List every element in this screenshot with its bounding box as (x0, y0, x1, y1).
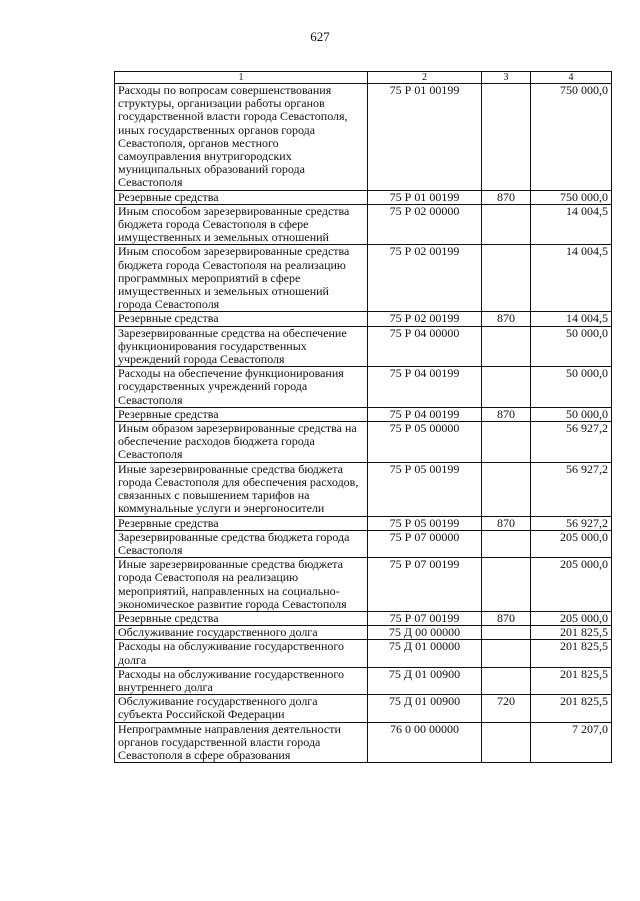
row-code: 75 Р 07 00000 (368, 530, 482, 557)
row-code: 75 Р 05 00000 (368, 422, 482, 463)
column-header-name: 1 (115, 72, 368, 84)
table-row (115, 667, 612, 694)
row-amount: 14 004,5 (531, 245, 612, 312)
row-code: 75 Р 04 00199 (368, 407, 482, 421)
row-type (482, 462, 531, 516)
row-amount: 201 825,5 (531, 626, 612, 640)
row-amount: 56 927,2 (531, 516, 612, 530)
row-code: 75 Р 04 00000 (368, 326, 482, 367)
row-name: Обслуживание государственного долга субъекта Российской Федерации (115, 695, 368, 722)
row-amount: 7 207,0 (531, 722, 612, 763)
row-type: 870 (482, 312, 531, 326)
row-code: 75 Р 01 00199 (368, 190, 482, 204)
row-name: Расходы по вопросам совершенствования структуры, организации работы органов государственной власти города Севастополя, иных государственных органов города Севастополя, органов местного самоуправления внутригородских муниципальных образований города Севастополя (115, 84, 368, 191)
row-name: Резервные средства (115, 312, 368, 326)
row-name: Иные зарезервированные средства бюджета города Севастополя на реализацию мероприятий, направленных на социально-экономическое развитие города Севастополя (115, 558, 368, 612)
row-code: 75 Р 04 00199 (368, 367, 482, 408)
row-name: Расходы на обслуживание государственного внутреннего долга (115, 667, 368, 694)
page-number: 627 (310, 29, 330, 44)
row-name: Резервные средства (115, 407, 368, 421)
column-header-type: 3 (482, 72, 531, 84)
row-name: Иным способом зарезервированные средства бюджета города Севастополя на реализацию программных мероприятий в сфере имущественных и земельных отношений города Севастополя (115, 245, 368, 312)
row-name: Расходы на обеспечение функционирования государственных учреждений города Севастополя (115, 367, 368, 408)
row-amount: 56 927,2 (531, 422, 612, 463)
table-row (115, 245, 612, 312)
row-code: 75 Р 05 00199 (368, 462, 482, 516)
row-type (482, 530, 531, 557)
row-type (482, 204, 531, 245)
row-type: 870 (482, 516, 531, 530)
row-code: 75 Д 01 00000 (368, 640, 482, 667)
row-type: 870 (482, 611, 531, 625)
row-name: Зарезервированные средства бюджета города Севастополя (115, 530, 368, 557)
row-amount: 750 000,0 (531, 84, 612, 191)
table-row (115, 722, 612, 763)
column-header-code: 2 (368, 72, 482, 84)
row-code: 75 Р 02 00199 (368, 245, 482, 312)
table-row (115, 84, 612, 191)
table-row (115, 422, 612, 463)
row-name: Зарезервированные средства на обеспечение функционирования государственных учреждений города Севастополя (115, 326, 368, 367)
table-row (115, 640, 612, 667)
table-row (115, 611, 612, 625)
row-code: 75 Д 00 00000 (368, 626, 482, 640)
row-name: Иным способом зарезервированные средства бюджета города Севастополя в сфере имущественных и земельных отношений (115, 204, 368, 245)
row-code: 75 Д 01 00900 (368, 695, 482, 722)
table-header-row (115, 72, 612, 84)
row-name: Иным образом зарезервированные средства на обеспечение расходов бюджета города Севастополя (115, 422, 368, 463)
row-name: Резервные средства (115, 516, 368, 530)
row-amount: 201 825,5 (531, 695, 612, 722)
table-row (115, 407, 612, 421)
row-type (482, 722, 531, 763)
row-type: 870 (482, 190, 531, 204)
row-code: 75 Р 05 00199 (368, 516, 482, 530)
row-amount: 205 000,0 (531, 558, 612, 612)
row-amount: 750 000,0 (531, 190, 612, 204)
row-type (482, 84, 531, 191)
row-type (482, 558, 531, 612)
row-name: Непрограммные направления деятельности органов государственной власти города Севастополя в сфере образования (115, 722, 368, 763)
table-row (115, 190, 612, 204)
row-type (482, 245, 531, 312)
row-code: 75 Р 01 00199 (368, 84, 482, 191)
row-code: 75 Р 07 00199 (368, 558, 482, 612)
row-type (482, 367, 531, 408)
row-amount: 50 000,0 (531, 407, 612, 421)
row-amount: 14 004,5 (531, 204, 612, 245)
row-code: 75 Р 02 00000 (368, 204, 482, 245)
row-amount: 50 000,0 (531, 326, 612, 367)
table-row (115, 558, 612, 612)
table-row (115, 326, 612, 367)
row-type (482, 626, 531, 640)
row-type (482, 667, 531, 694)
table-row (115, 462, 612, 516)
row-type: 720 (482, 695, 531, 722)
row-amount: 205 000,0 (531, 530, 612, 557)
row-name: Иные зарезервированные средства бюджета города Севастополя для обеспечения расходов, связанных с повышением тарифов на коммунальные услуги и энергоносители (115, 462, 368, 516)
table-row (115, 530, 612, 557)
table-row (115, 695, 612, 722)
column-header-amount: 4 (531, 72, 612, 84)
row-amount: 56 927,2 (531, 462, 612, 516)
row-code: 75 Д 01 00900 (368, 667, 482, 694)
row-type (482, 422, 531, 463)
row-type (482, 640, 531, 667)
table-row (115, 626, 612, 640)
row-amount: 201 825,5 (531, 667, 612, 694)
row-amount: 201 825,5 (531, 640, 612, 667)
row-name: Резервные средства (115, 611, 368, 625)
table-row (115, 367, 612, 408)
row-code: 75 Р 07 00199 (368, 611, 482, 625)
table-row (115, 516, 612, 530)
row-name: Резервные средства (115, 190, 368, 204)
row-code: 76 0 00 00000 (368, 722, 482, 763)
row-amount: 205 000,0 (531, 611, 612, 625)
row-code: 75 Р 02 00199 (368, 312, 482, 326)
table-row (115, 312, 612, 326)
row-amount: 14 004,5 (531, 312, 612, 326)
table-row (115, 204, 612, 245)
row-name: Расходы на обслуживание государственного долга (115, 640, 368, 667)
row-type: 870 (482, 407, 531, 421)
row-type (482, 326, 531, 367)
row-amount: 50 000,0 (531, 367, 612, 408)
row-name: Обслуживание государственного долга (115, 626, 368, 640)
budget-table (114, 71, 612, 763)
